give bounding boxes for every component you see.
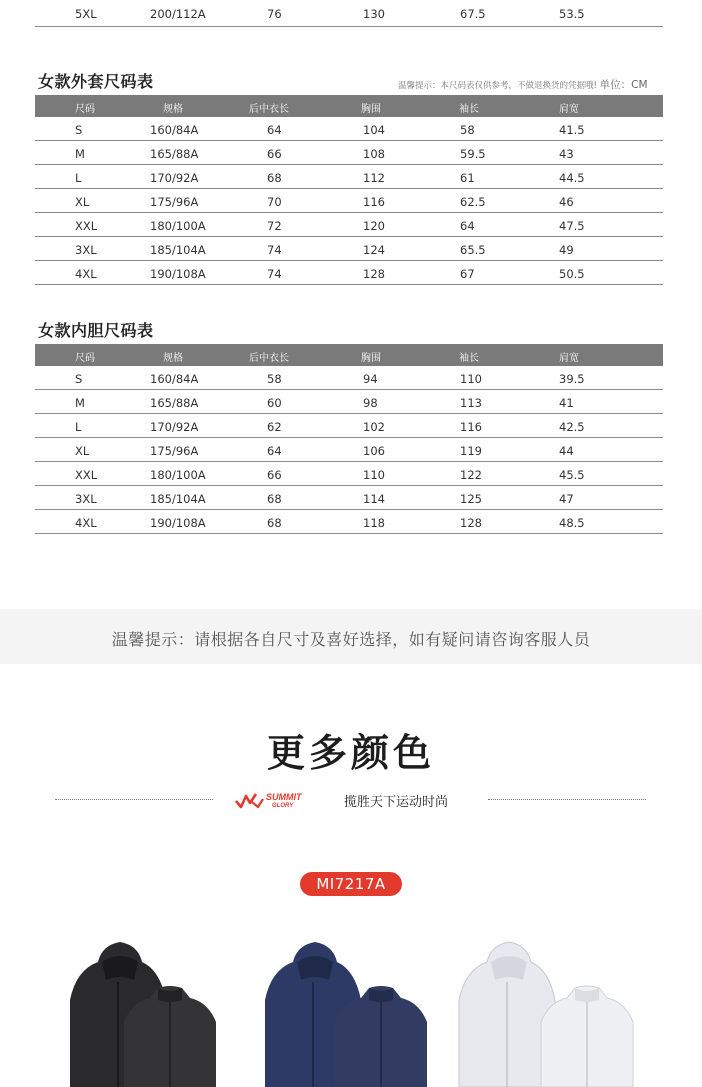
shoulder-cell: 43	[559, 147, 574, 161]
spec-cell: 180/100A	[150, 219, 206, 233]
sleeve-cell: 119	[460, 444, 482, 458]
chest-cell: 104	[363, 123, 385, 137]
chest-cell: 102	[363, 420, 385, 434]
sleeve-cell: 67.5	[460, 7, 486, 21]
spec-cell: 200/112A	[150, 7, 206, 21]
chest-cell: 116	[363, 195, 385, 209]
spec-cell: 180/100A	[150, 468, 206, 482]
sleeve-cell: 128	[460, 516, 482, 530]
shoulder-cell: 47	[559, 492, 574, 506]
col-header: 规格	[163, 104, 183, 115]
spec-cell: 175/96A	[150, 195, 199, 209]
shoulder-cell: 44.5	[559, 171, 585, 185]
spec-cell: 185/104A	[150, 243, 206, 257]
size-cell: S	[75, 123, 83, 137]
table-row	[35, 213, 663, 237]
size-cell: XL	[75, 444, 90, 458]
size-note	[398, 77, 648, 92]
shoulder-cell: 53.5	[559, 7, 585, 21]
col-header: 尺码	[75, 104, 95, 115]
col-header: 袖长	[459, 353, 479, 364]
chest-cell: 128	[363, 267, 385, 281]
dotted-divider	[55, 799, 213, 800]
sleeve-cell: 59.5	[460, 147, 486, 161]
more-colors-title: 更多颜色	[266, 731, 435, 775]
back-length-cell: 70	[267, 195, 282, 209]
chest-cell: 120	[363, 219, 385, 233]
spec-cell: 190/108A	[150, 516, 206, 530]
table-row	[35, 261, 663, 285]
shoulder-cell: 44	[559, 444, 574, 458]
size-cell: XXL	[75, 219, 98, 233]
chest-cell: 124	[363, 243, 385, 257]
size-cell: M	[75, 396, 85, 410]
shoulder-cell: 50.5	[559, 267, 585, 281]
sleeve-cell: 113	[460, 396, 482, 410]
col-header: 后中衣长	[249, 104, 289, 115]
chest-cell: 110	[363, 468, 385, 482]
shoulder-cell: 47.5	[559, 219, 585, 233]
size-cell: M	[75, 147, 85, 161]
jacket-navy-image[interactable]	[255, 940, 445, 1087]
outer-size-table	[35, 95, 663, 285]
table-row	[35, 510, 663, 534]
outer-table-title: 女款外套尺码表	[38, 72, 154, 91]
back-length-cell: 64	[267, 444, 282, 458]
sleeve-cell: 122	[460, 468, 482, 482]
note-text: 温馨提示：本尺码表仅供参考，不做退换货的凭据哦!	[398, 81, 597, 91]
spec-cell: 175/96A	[150, 444, 199, 458]
table-row	[35, 390, 663, 414]
inner-size-table	[35, 344, 663, 534]
size-cell: XXL	[75, 468, 98, 482]
size-cell: 5XL	[75, 7, 97, 21]
back-length-cell: 68	[267, 171, 282, 185]
table-row	[35, 486, 663, 510]
spec-cell: 165/88A	[150, 396, 199, 410]
back-length-cell: 68	[267, 516, 282, 530]
sleeve-cell: 116	[460, 420, 482, 434]
sleeve-cell: 64	[460, 219, 475, 233]
table-row	[35, 462, 663, 486]
back-length-cell: 72	[267, 219, 282, 233]
table-row	[35, 366, 663, 390]
chest-cell: 98	[363, 396, 378, 410]
table-row	[35, 237, 663, 261]
shoulder-cell: 42.5	[559, 420, 585, 434]
back-length-cell: 64	[267, 123, 282, 137]
chest-cell: 112	[363, 171, 385, 185]
shoulder-cell: 41	[559, 396, 574, 410]
table-header	[35, 95, 663, 117]
spec-cell: 170/92A	[150, 420, 199, 434]
table-row	[35, 165, 663, 189]
tip-banner	[0, 609, 702, 664]
chest-cell: 114	[363, 492, 385, 506]
back-length-cell: 62	[267, 420, 282, 434]
size-cell: L	[75, 171, 82, 185]
back-length-cell: 74	[267, 243, 282, 257]
col-header: 肩宽	[559, 104, 579, 115]
col-header: 规格	[163, 353, 183, 364]
table-row	[35, 189, 663, 213]
col-header: 胸围	[361, 104, 381, 115]
jacket-white-image[interactable]	[455, 940, 645, 1087]
size-cell: 3XL	[75, 492, 97, 506]
brand-slogan: 揽胜天下运动时尚	[344, 795, 449, 810]
back-length-cell: 60	[267, 396, 282, 410]
table-row	[35, 141, 663, 165]
col-header: 胸围	[361, 353, 381, 364]
size-cell: 4XL	[75, 267, 97, 281]
table-row	[35, 0, 663, 27]
back-length-cell: 74	[267, 267, 282, 281]
model-code-badge: MI7217A	[300, 872, 402, 896]
shoulder-cell: 48.5	[559, 516, 585, 530]
brand-name: SUMMIT	[266, 792, 302, 802]
shoulder-cell: 45.5	[559, 468, 585, 482]
sleeve-cell: 61	[460, 171, 475, 185]
jacket-black-image[interactable]	[40, 940, 230, 1087]
sleeve-cell: 125	[460, 492, 482, 506]
shoulder-cell: 46	[559, 195, 574, 209]
chest-cell: 106	[363, 444, 385, 458]
summit-glory-logo	[232, 790, 342, 810]
spec-cell: 170/92A	[150, 171, 199, 185]
size-cell: 3XL	[75, 243, 97, 257]
shoulder-cell: 39.5	[559, 372, 585, 386]
table-row	[35, 117, 663, 141]
chest-cell: 130	[363, 7, 385, 21]
spec-cell: 185/104A	[150, 492, 206, 506]
spec-cell: 160/84A	[150, 372, 199, 386]
chest-cell: 108	[363, 147, 385, 161]
size-cell: S	[75, 372, 83, 386]
table-row	[35, 414, 663, 438]
inner-table-title: 女款内胆尺码表	[38, 321, 154, 340]
sleeve-cell: 67	[460, 267, 475, 281]
size-cell: 4XL	[75, 516, 97, 530]
unit-label: 单位：CM	[599, 79, 648, 91]
col-header: 尺码	[75, 353, 95, 364]
back-length-cell: 66	[267, 147, 282, 161]
back-length-cell: 76	[267, 7, 282, 21]
brand-subname: GLORY	[272, 803, 294, 809]
back-length-cell: 66	[267, 468, 282, 482]
sleeve-cell: 65.5	[460, 243, 486, 257]
spec-cell: 165/88A	[150, 147, 199, 161]
col-header: 肩宽	[559, 353, 579, 364]
shoulder-cell: 49	[559, 243, 574, 257]
spec-cell: 160/84A	[150, 123, 199, 137]
dotted-divider	[488, 799, 646, 800]
size-cell: XL	[75, 195, 90, 209]
table-row	[35, 438, 663, 462]
spec-cell: 190/108A	[150, 267, 206, 281]
shoulder-cell: 41.5	[559, 123, 585, 137]
sleeve-cell: 110	[460, 372, 482, 386]
tip-text: 温馨提示：请根据各自尺寸及喜好选择，如有疑问请咨询客服人员	[111, 630, 591, 649]
col-header: 后中衣长	[249, 353, 289, 364]
sleeve-cell: 58	[460, 123, 475, 137]
table-header	[35, 344, 663, 366]
col-header: 袖长	[459, 104, 479, 115]
back-length-cell: 68	[267, 492, 282, 506]
chest-cell: 118	[363, 516, 385, 530]
sleeve-cell: 62.5	[460, 195, 486, 209]
chest-cell: 94	[363, 372, 378, 386]
back-length-cell: 58	[267, 372, 282, 386]
size-cell: L	[75, 420, 82, 434]
